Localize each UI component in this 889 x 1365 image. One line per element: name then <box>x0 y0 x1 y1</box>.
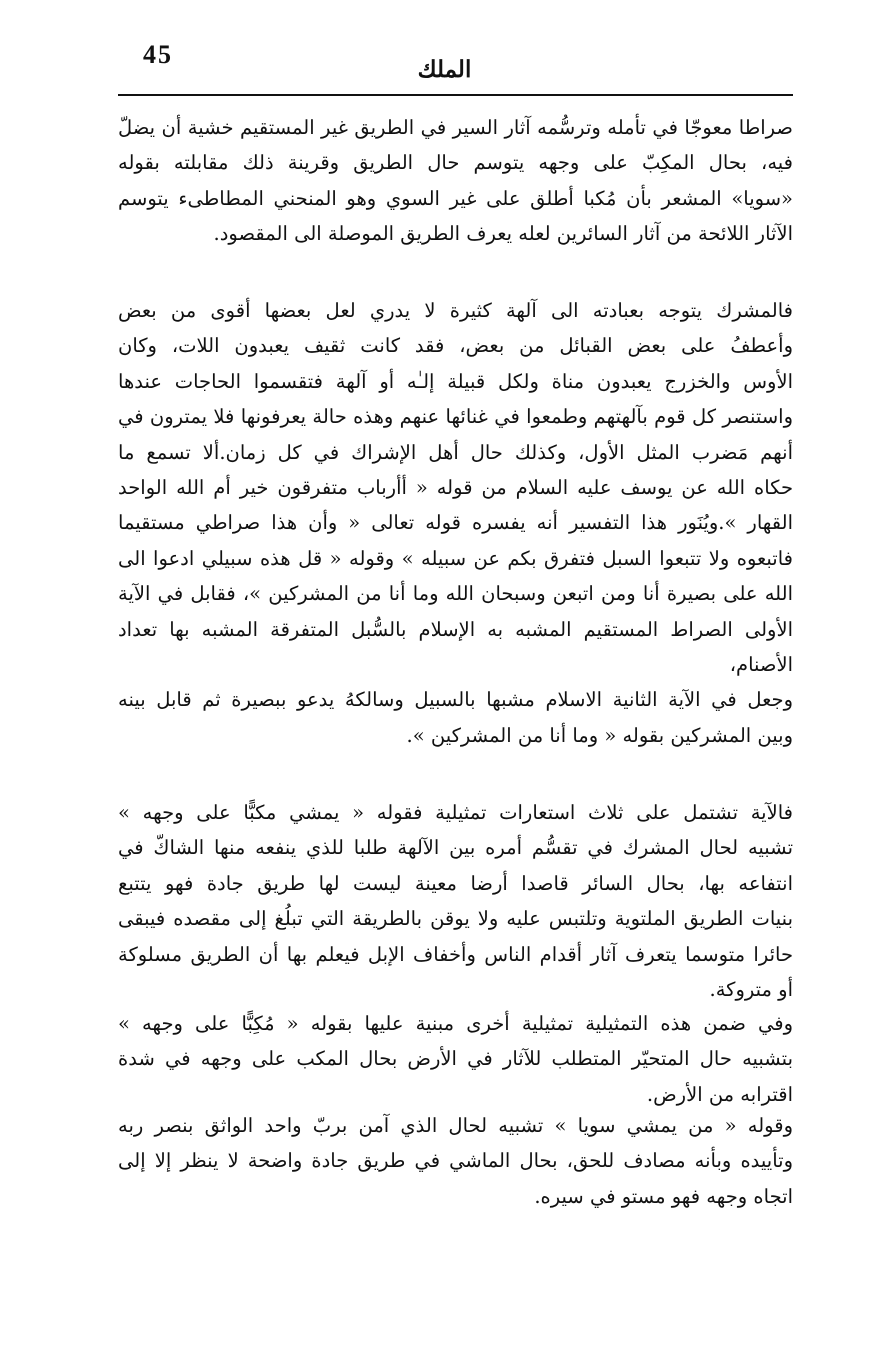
text-line: حكاه الله عن يوسف عليه السلام من قوله « أأرباب متفرقون خير أم الله الواحد <box>118 476 793 500</box>
text-line: واستنصر كل قوم بآلهتهم وطمعوا في غنائها عنهم وهذه حالة يعرفونها فلا يمترون في <box>118 405 793 429</box>
text-line: تشبيه لحال المشرك في تقسُّم أمره بين الآلهة طلبا للذي ينفعه منها الشاكّ في <box>118 836 793 860</box>
paragraph-2 <box>118 293 793 753</box>
text-line: اتجاه وجهه فهو مستو في سيره. <box>534 1184 793 1208</box>
text-line: بتشبيه حال المتحيّر المتطلب للآثار في الأرض بحال المكب على وجهه في شدة <box>118 1047 793 1071</box>
text-line: القهار ».ويُنَور هذا التفسير أنه يفسره قوله تعالى « وأن هذا صراطي مستقيما <box>118 511 793 535</box>
text-line: فالآية تشتمل على ثلاث استعارات تمثيلية فقوله « يمشي مكبًّا على وجهه » <box>118 801 793 824</box>
page-number: 45 <box>143 40 173 69</box>
paragraph-4 <box>118 1006 793 1112</box>
text-line: بنيات الطريق الملتوية وتلتبس عليه ولا يوقن بالطريقة التي تبلُغ إلى مقصده فيبقى <box>118 907 793 931</box>
text-line: صراطا معوجّا في تأمله وترسُّمه آثار السير في الطريق غير المستقيم خشية أن يضلّ <box>118 116 793 139</box>
text-line: «سويا» المشعر بأن مُكبا أطلق على غير السوي وهو المنحني المطاطىء يتوسم <box>118 186 793 210</box>
text-line: وجعل في الآية الثانية الاسلام مشبها بالسبيل وسالكهُ يدعو ببصيرة ثم قابل بينه <box>118 688 793 712</box>
running-header-title: الملك <box>417 56 472 83</box>
text-line: وفي ضمن هذه التمثيلية تمثيلية أخرى مبنية عليها بقوله « مُكِبًّا على وجهه » <box>118 1012 793 1035</box>
text-line: فالمشرك يتوجه بعبادته الى آلهة كثيرة لا يدري لعل بعضها أقوى من بعض <box>118 299 793 322</box>
paragraph-3 <box>118 795 793 1007</box>
paragraph-1 <box>118 110 793 252</box>
text-line: وبين المشركين بقوله « وما أنا من المشركين ». <box>406 723 793 747</box>
text-line: وأعطفُ على بعض القبائل من بعض، فقد كانت ثقيف يعبدون اللات، وكان <box>118 334 793 358</box>
text-line: فيه، بحال المكِبّ على وجهه يتوسم حال الطريق وقرينة ذلك مقابلته بقوله <box>118 151 793 175</box>
text-line: اقترابه من الأرض. <box>646 1082 793 1106</box>
text-line: وقوله « من يمشي سويا » تشبيه لحال الذي آمن بربّ واحد الواثق بنصر ربه <box>118 1114 793 1137</box>
header-divider <box>118 94 793 96</box>
text-line: الله على بصيرة أنا ومن اتبعن وسبحان الله وما أنا من المشركين »، فقابل في الآية <box>118 582 793 606</box>
text-line: الأولى الصراط المستقيم المشبه به الإسلام بالسُّبل المتفرقة المشبه بها تعداد الأصنام، <box>118 617 793 677</box>
text-line: وتأييده وبأنه مصادف للحق، بحال الماشي في طريق جادة واضحة لا ينظر إلا إلى <box>118 1149 793 1173</box>
text-line: الآثار اللائحة من آثار السائرين لعله يعرف الطريق الموصلة الى المقصود. <box>213 222 793 246</box>
paragraph-5 <box>118 1108 793 1214</box>
text-line: الأوس والخزرج يعبدون مناة ولكل قبيلة إلـٰه أو آلهة فتقسموا الحاجات عندها <box>118 369 793 393</box>
text-line: أو متروكة. <box>709 978 793 1002</box>
text-line: انتفاعه بها، بحال السائر قاصدا أرضا معينة ليست لها طريق جادة فهو يتتبع <box>118 871 793 895</box>
text-line: حائرا متوسما يتعرف آثار أقدام الناس وأخفاف الإبل فيعلم بها أن الطريق مسلوكة <box>118 942 793 966</box>
text-line: أنهم مَضرب المثل الأول، وكذلك حال أهل الإشراك في كل زمان.ألا تسمع ما <box>118 440 793 464</box>
text-line: فاتبعوه ولا تتبعوا السبل فتفرق بكم عن سبيله » وقوله « قل هذه سبيلي ادعوا الى <box>118 546 793 570</box>
